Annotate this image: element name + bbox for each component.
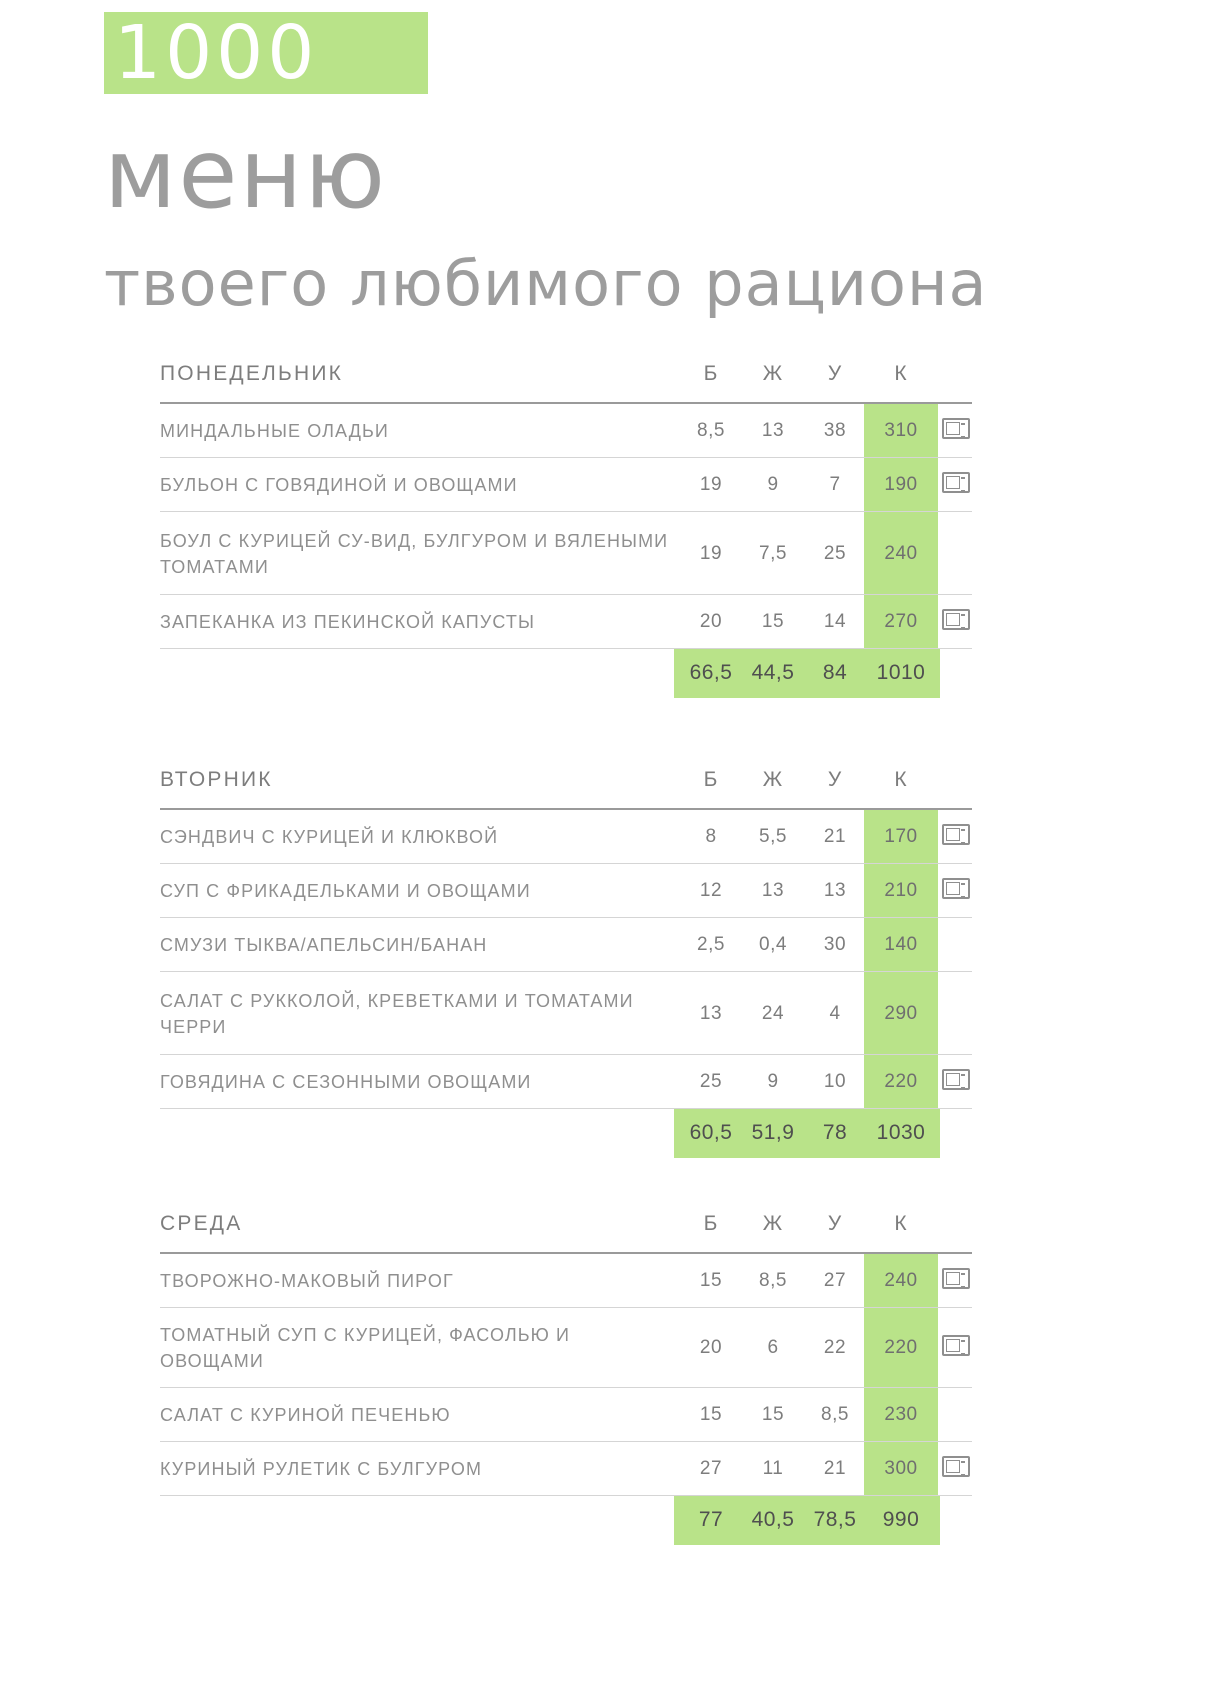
dish-kcal: 140 [866, 918, 936, 972]
table-row [160, 864, 972, 918]
page-title: меню [104, 118, 388, 230]
total-protein: 66,5 [689, 661, 733, 684]
total-kcal: 1030 [876, 1121, 926, 1144]
total-protein: 77 [698, 1508, 724, 1531]
day-table [160, 768, 972, 1158]
table-row [160, 918, 972, 972]
dish-icon-cell [936, 918, 972, 972]
dish-kcal: 220 [866, 1308, 936, 1388]
microwave-icon [942, 878, 970, 899]
dish-carbs: 25 [804, 512, 866, 595]
table-header-row [160, 362, 972, 403]
dish-name: ТОМАТНЫЙ СУП С КУРИЦЕЙ, ФАСОЛЬЮ И ОВОЩАМИ [160, 1308, 680, 1388]
dish-fat: 15 [742, 595, 804, 649]
total-kcal: 990 [882, 1508, 920, 1531]
dish-fat: 24 [742, 972, 804, 1055]
table-row [160, 1055, 972, 1109]
day-section-1 [160, 768, 972, 1158]
microwave-icon [942, 1268, 970, 1289]
dish-icon-cell [936, 1308, 972, 1388]
dish-protein: 27 [680, 1442, 742, 1496]
table-row [160, 809, 972, 864]
dish-carbs: 4 [804, 972, 866, 1055]
table-row [160, 1253, 972, 1308]
dish-carbs: 14 [804, 595, 866, 649]
totals-label [160, 1496, 680, 1546]
dish-fat: 5,5 [742, 809, 804, 864]
table-row [160, 1442, 972, 1496]
column-header-fat: Ж [742, 768, 804, 809]
column-header-kcal: К [866, 768, 936, 809]
dish-kcal: 190 [866, 458, 936, 512]
dish-name: ЗАПЕКАНКА ИЗ ПЕКИНСКОЙ КАПУСТЫ [160, 595, 680, 649]
dish-protein: 8,5 [680, 403, 742, 458]
totals-row [160, 1109, 972, 1159]
dish-name: СУП С ФРИКАДЕЛЬКАМИ И ОВОЩАМИ [160, 864, 680, 918]
day-title: СРЕДА [160, 1212, 680, 1253]
totals-icon-cell [936, 1496, 972, 1546]
page-subtitle: твоего любимого рациона [104, 247, 988, 320]
dish-fat: 0,4 [742, 918, 804, 972]
dish-fat: 13 [742, 864, 804, 918]
table-row [160, 1388, 972, 1442]
dish-carbs: 22 [804, 1308, 866, 1388]
total-fat: 44,5 [751, 661, 795, 684]
table-row [160, 512, 972, 595]
column-header-icon [936, 768, 972, 809]
dish-fat: 13 [742, 403, 804, 458]
dish-carbs: 7 [804, 458, 866, 512]
dish-kcal: 240 [866, 512, 936, 595]
total-kcal: 1010 [876, 661, 926, 684]
dish-name: САЛАТ С РУККОЛОЙ, КРЕВЕТКАМИ И ТОМАТАМИ ЧЕРРИ [160, 972, 680, 1055]
day-title: ВТОРНИК [160, 768, 680, 809]
dish-name: МИНДАЛЬНЫЕ ОЛАДЬИ [160, 403, 680, 458]
dish-icon-cell [936, 1388, 972, 1442]
dish-carbs: 10 [804, 1055, 866, 1109]
dish-fat: 7,5 [742, 512, 804, 595]
dish-protein: 13 [680, 972, 742, 1055]
column-header-kcal: К [866, 362, 936, 403]
dish-carbs: 21 [804, 1442, 866, 1496]
totals-row [160, 1496, 972, 1546]
dish-fat: 15 [742, 1388, 804, 1442]
dish-protein: 19 [680, 458, 742, 512]
dish-kcal: 290 [866, 972, 936, 1055]
dish-name: БОУЛ С КУРИЦЕЙ СУ-ВИД, БУЛГУРОМ И ВЯЛЕНЫМИ ТОМАТАМИ [160, 512, 680, 595]
table-header-row [160, 1212, 972, 1253]
dish-protein: 15 [680, 1253, 742, 1308]
column-header-carbs: У [804, 362, 866, 403]
microwave-icon [942, 472, 970, 493]
dish-icon-cell [936, 864, 972, 918]
dish-icon-cell [936, 512, 972, 595]
column-header-protein: Б [680, 1212, 742, 1253]
dish-name: СМУЗИ ТЫКВА/АПЕЛЬСИН/БАНАН [160, 918, 680, 972]
dish-kcal: 170 [866, 809, 936, 864]
day-section-0 [160, 362, 972, 698]
microwave-icon [942, 824, 970, 845]
column-header-kcal: К [866, 1212, 936, 1253]
dish-fat: 11 [742, 1442, 804, 1496]
dish-protein: 20 [680, 595, 742, 649]
dish-icon-cell [936, 595, 972, 649]
dish-carbs: 38 [804, 403, 866, 458]
total-carbs: 78 [822, 1121, 848, 1144]
column-header-icon [936, 1212, 972, 1253]
total-fat: 51,9 [751, 1121, 795, 1144]
dish-icon-cell [936, 1055, 972, 1109]
dish-kcal: 300 [866, 1442, 936, 1496]
day-table [160, 362, 972, 698]
dish-name: САЛАТ С КУРИНОЙ ПЕЧЕНЬЮ [160, 1388, 680, 1442]
dish-protein: 19 [680, 512, 742, 595]
column-header-carbs: У [804, 768, 866, 809]
column-header-fat: Ж [742, 1212, 804, 1253]
dish-kcal: 210 [866, 864, 936, 918]
dish-kcal: 270 [866, 595, 936, 649]
dish-carbs: 13 [804, 864, 866, 918]
totals-icon-cell [936, 1109, 972, 1159]
dish-name: КУРИНЫЙ РУЛЕТИК С БУЛГУРОМ [160, 1442, 680, 1496]
dish-kcal: 240 [866, 1253, 936, 1308]
dish-name: ТВОРОЖНО-МАКОВЫЙ ПИРОГ [160, 1253, 680, 1308]
column-header-icon [936, 362, 972, 403]
dish-kcal: 310 [866, 403, 936, 458]
dish-protein: 25 [680, 1055, 742, 1109]
dish-carbs: 30 [804, 918, 866, 972]
microwave-icon [942, 418, 970, 439]
dish-fat: 8,5 [742, 1253, 804, 1308]
table-row [160, 595, 972, 649]
dish-protein: 12 [680, 864, 742, 918]
dish-kcal: 230 [866, 1388, 936, 1442]
microwave-icon [942, 609, 970, 630]
dish-fat: 6 [742, 1308, 804, 1388]
dish-protein: 2,5 [680, 918, 742, 972]
dish-carbs: 8,5 [804, 1388, 866, 1442]
totals-label [160, 649, 680, 699]
dish-fat: 9 [742, 458, 804, 512]
microwave-icon [942, 1456, 970, 1477]
dish-name: БУЛЬОН С ГОВЯДИНОЙ И ОВОЩАМИ [160, 458, 680, 512]
column-header-protein: Б [680, 768, 742, 809]
totals-label [160, 1109, 680, 1159]
table-row [160, 458, 972, 512]
dish-protein: 20 [680, 1308, 742, 1388]
dish-icon-cell [936, 809, 972, 864]
totals-icon-cell [936, 649, 972, 699]
dish-carbs: 21 [804, 809, 866, 864]
column-header-fat: Ж [742, 362, 804, 403]
dish-protein: 15 [680, 1388, 742, 1442]
dish-icon-cell [936, 1253, 972, 1308]
logo-text: 1000 [114, 10, 319, 96]
table-row [160, 972, 972, 1055]
table-row [160, 1308, 972, 1388]
totals-row [160, 649, 972, 699]
total-carbs: 84 [822, 661, 848, 684]
dish-protein: 8 [680, 809, 742, 864]
dish-icon-cell [936, 403, 972, 458]
dish-kcal: 220 [866, 1055, 936, 1109]
logo-badge [104, 12, 428, 94]
total-protein: 60,5 [689, 1121, 733, 1144]
dish-fat: 9 [742, 1055, 804, 1109]
table-header-row [160, 768, 972, 809]
total-carbs: 78,5 [813, 1508, 857, 1531]
day-title: ПОНЕДЕЛЬНИК [160, 362, 680, 403]
table-row [160, 403, 972, 458]
microwave-icon [942, 1335, 970, 1356]
dish-icon-cell [936, 972, 972, 1055]
total-fat: 40,5 [751, 1508, 795, 1531]
dish-icon-cell [936, 1442, 972, 1496]
microwave-icon [942, 1069, 970, 1090]
dish-name: ГОВЯДИНА С СЕЗОННЫМИ ОВОЩАМИ [160, 1055, 680, 1109]
dish-carbs: 27 [804, 1253, 866, 1308]
column-header-carbs: У [804, 1212, 866, 1253]
day-table [160, 1212, 972, 1545]
dish-icon-cell [936, 458, 972, 512]
column-header-protein: Б [680, 362, 742, 403]
dish-name: СЭНДВИЧ С КУРИЦЕЙ И КЛЮКВОЙ [160, 809, 680, 864]
day-section-2 [160, 1212, 972, 1545]
